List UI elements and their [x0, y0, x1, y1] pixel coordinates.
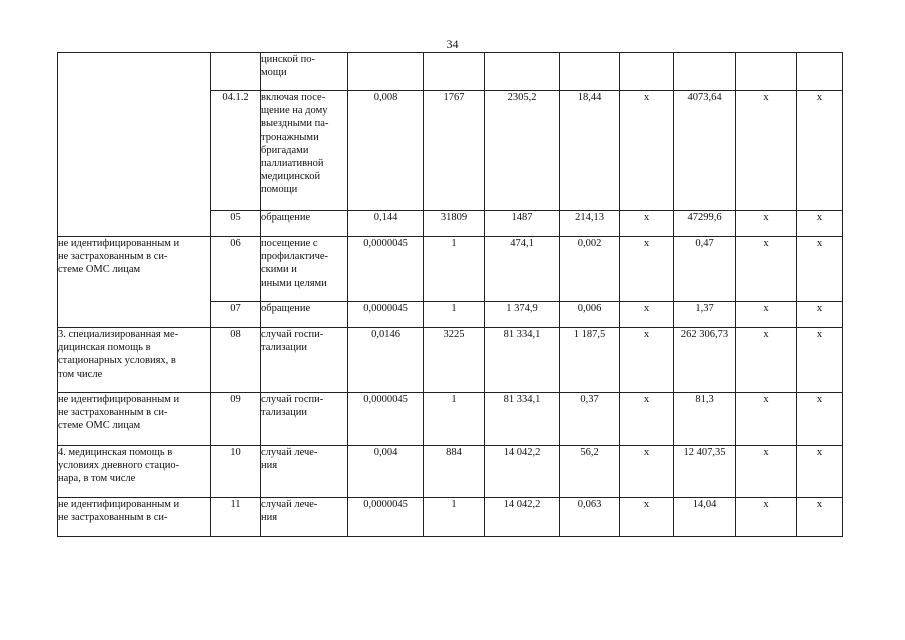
- norm-value: 0,0000045: [348, 237, 424, 302]
- cell-line: не застрахованным в си-: [58, 251, 168, 263]
- table-row: [58, 446, 843, 498]
- medical-care-table: [57, 52, 843, 537]
- cell-line: посещение с: [261, 238, 318, 249]
- unit-cell: [261, 211, 348, 237]
- row-code: [211, 53, 261, 91]
- cell-line: включая посе-: [261, 92, 326, 103]
- table-row: [58, 498, 843, 537]
- volume-value: 1: [424, 302, 485, 328]
- per-capita-value: [560, 53, 620, 91]
- cell-line: помощи: [261, 184, 298, 196]
- unit-cell: [261, 53, 348, 91]
- col-x2-value: х: [736, 393, 797, 446]
- unit-cell: [261, 328, 348, 393]
- cell-line: обращение: [261, 212, 311, 223]
- category-cell: [58, 53, 211, 237]
- category-cell: [58, 328, 211, 393]
- col-x3-value: х: [797, 328, 843, 393]
- page-number: 34: [446, 37, 459, 51]
- cell-line: не застрахованным в си-: [58, 512, 168, 524]
- col-x2-value: х: [736, 91, 797, 211]
- col-x2-value: х: [736, 237, 797, 302]
- per-capita-value: 18,44: [560, 91, 620, 211]
- cell-line: случай госпи-: [261, 329, 324, 340]
- unit-cell: [261, 393, 348, 446]
- unit-cell: [261, 302, 348, 328]
- row-code: 05: [211, 211, 261, 237]
- cell-line: цинской по-: [261, 54, 315, 65]
- cell-line: скими и: [261, 264, 297, 276]
- cell-line: случай лече-: [261, 499, 318, 510]
- table-row: [58, 237, 843, 302]
- total-value: 262 306,73: [674, 328, 736, 393]
- col-x1-value: х: [620, 328, 674, 393]
- cost-value: 2305,2: [485, 91, 560, 211]
- total-value: 12 407,35: [674, 446, 736, 498]
- col-x1-value: [620, 53, 674, 91]
- norm-value: 0,0000045: [348, 393, 424, 446]
- cost-value: 14 042,2: [485, 446, 560, 498]
- col-x1-value: х: [620, 498, 674, 537]
- col-x3-value: х: [797, 446, 843, 498]
- cell-line: 3. специализированная ме-: [58, 329, 179, 340]
- col-x3-value: х: [797, 393, 843, 446]
- category-cell: [58, 498, 211, 537]
- per-capita-value: 0,37: [560, 393, 620, 446]
- volume-value: 1: [424, 498, 485, 537]
- cell-line: 4. медицинская помощь в: [58, 447, 173, 458]
- col-x1-value: х: [620, 302, 674, 328]
- cell-line: ния: [261, 460, 278, 472]
- cell-line: стеме ОМС лицам: [58, 420, 141, 432]
- col-x1-value: х: [620, 211, 674, 237]
- row-code: 11: [211, 498, 261, 537]
- cell-line: не идентифицированным и: [58, 394, 180, 405]
- cell-line: профилактиче-: [261, 251, 329, 263]
- total-value: 81,3: [674, 393, 736, 446]
- col-x3-value: х: [797, 498, 843, 537]
- per-capita-value: 214,13: [560, 211, 620, 237]
- norm-value: 0,0000045: [348, 302, 424, 328]
- total-value: 47299,6: [674, 211, 736, 237]
- cell-line: бригадами: [261, 144, 309, 156]
- cell-line: тронажными: [261, 131, 319, 143]
- col-x1-value: х: [620, 446, 674, 498]
- cell-line: тализации: [261, 407, 307, 419]
- norm-value: 0,144: [348, 211, 424, 237]
- cell-line: не идентифицированным и: [58, 499, 180, 510]
- volume-value: 3225: [424, 328, 485, 393]
- col-x2-value: х: [736, 211, 797, 237]
- cell-line: мощи: [261, 67, 287, 79]
- category-cell: [58, 446, 211, 498]
- cost-value: 81 334,1: [485, 328, 560, 393]
- volume-value: 31809: [424, 211, 485, 237]
- row-code: 04.1.2: [211, 91, 261, 211]
- cell-line: случай госпи-: [261, 394, 324, 405]
- unit-cell: [261, 498, 348, 537]
- total-value: [674, 53, 736, 91]
- category-cell: [58, 237, 211, 328]
- unit-cell: [261, 91, 348, 211]
- total-value: 14,04: [674, 498, 736, 537]
- cell-line: тализации: [261, 342, 307, 354]
- col-x3-value: х: [797, 302, 843, 328]
- cell-line: дицинская помощь в: [58, 342, 151, 354]
- col-x1-value: х: [620, 237, 674, 302]
- table-row: [58, 393, 843, 446]
- cell-line: нара, в том числе: [58, 473, 136, 485]
- cell-line: выездными па-: [261, 118, 329, 130]
- col-x2-value: [736, 53, 797, 91]
- norm-value: 0,0000045: [348, 498, 424, 537]
- volume-value: 1767: [424, 91, 485, 211]
- col-x1-value: х: [620, 91, 674, 211]
- per-capita-value: 0,006: [560, 302, 620, 328]
- cell-line: иными целями: [261, 277, 327, 289]
- per-capita-value: 0,063: [560, 498, 620, 537]
- norm-value: 0,004: [348, 446, 424, 498]
- norm-value: 0,0146: [348, 328, 424, 393]
- col-x3-value: [797, 53, 843, 91]
- cell-line: стационарных условиях, в: [58, 355, 176, 367]
- col-x2-value: х: [736, 302, 797, 328]
- col-x1-value: х: [620, 393, 674, 446]
- cell-line: не застрахованным в си-: [58, 407, 168, 419]
- row-code: 08: [211, 328, 261, 393]
- norm-value: [348, 53, 424, 91]
- cell-line: не идентифицированным и: [58, 238, 180, 249]
- cost-value: 1487: [485, 211, 560, 237]
- unit-cell: [261, 446, 348, 498]
- cell-line: медицинской: [261, 171, 321, 183]
- unit-cell: [261, 237, 348, 302]
- cell-line: щение на дому: [261, 105, 328, 117]
- norm-value: 0,008: [348, 91, 424, 211]
- cell-line: обращение: [261, 303, 311, 314]
- col-x3-value: х: [797, 91, 843, 211]
- row-code: 09: [211, 393, 261, 446]
- total-value: 4073,64: [674, 91, 736, 211]
- col-x3-value: х: [797, 237, 843, 302]
- row-code: 07: [211, 302, 261, 328]
- col-x2-value: х: [736, 446, 797, 498]
- total-value: 0,47: [674, 237, 736, 302]
- cell-line: паллиативной: [261, 158, 324, 170]
- volume-value: 1: [424, 393, 485, 446]
- total-value: 1,37: [674, 302, 736, 328]
- volume-value: [424, 53, 485, 91]
- table-row: [58, 53, 843, 91]
- cost-value: [485, 53, 560, 91]
- cell-line: ния: [261, 512, 278, 524]
- per-capita-value: 0,002: [560, 237, 620, 302]
- volume-value: 1: [424, 237, 485, 302]
- row-code: 10: [211, 446, 261, 498]
- cost-value: 474,1: [485, 237, 560, 302]
- col-x3-value: х: [797, 211, 843, 237]
- cell-line: том числе: [58, 368, 103, 380]
- row-code: 06: [211, 237, 261, 302]
- table-row: [58, 328, 843, 393]
- cell-line: стеме ОМС лицам: [58, 264, 141, 276]
- cell-line: условиях дневного стацио-: [58, 460, 180, 472]
- category-cell: [58, 393, 211, 446]
- cost-value: 1 374,9: [485, 302, 560, 328]
- col-x2-value: х: [736, 328, 797, 393]
- col-x2-value: х: [736, 498, 797, 537]
- per-capita-value: 1 187,5: [560, 328, 620, 393]
- cost-value: 14 042,2: [485, 498, 560, 537]
- per-capita-value: 56,2: [560, 446, 620, 498]
- cost-value: 81 334,1: [485, 393, 560, 446]
- cell-line: случай лече-: [261, 447, 318, 458]
- volume-value: 884: [424, 446, 485, 498]
